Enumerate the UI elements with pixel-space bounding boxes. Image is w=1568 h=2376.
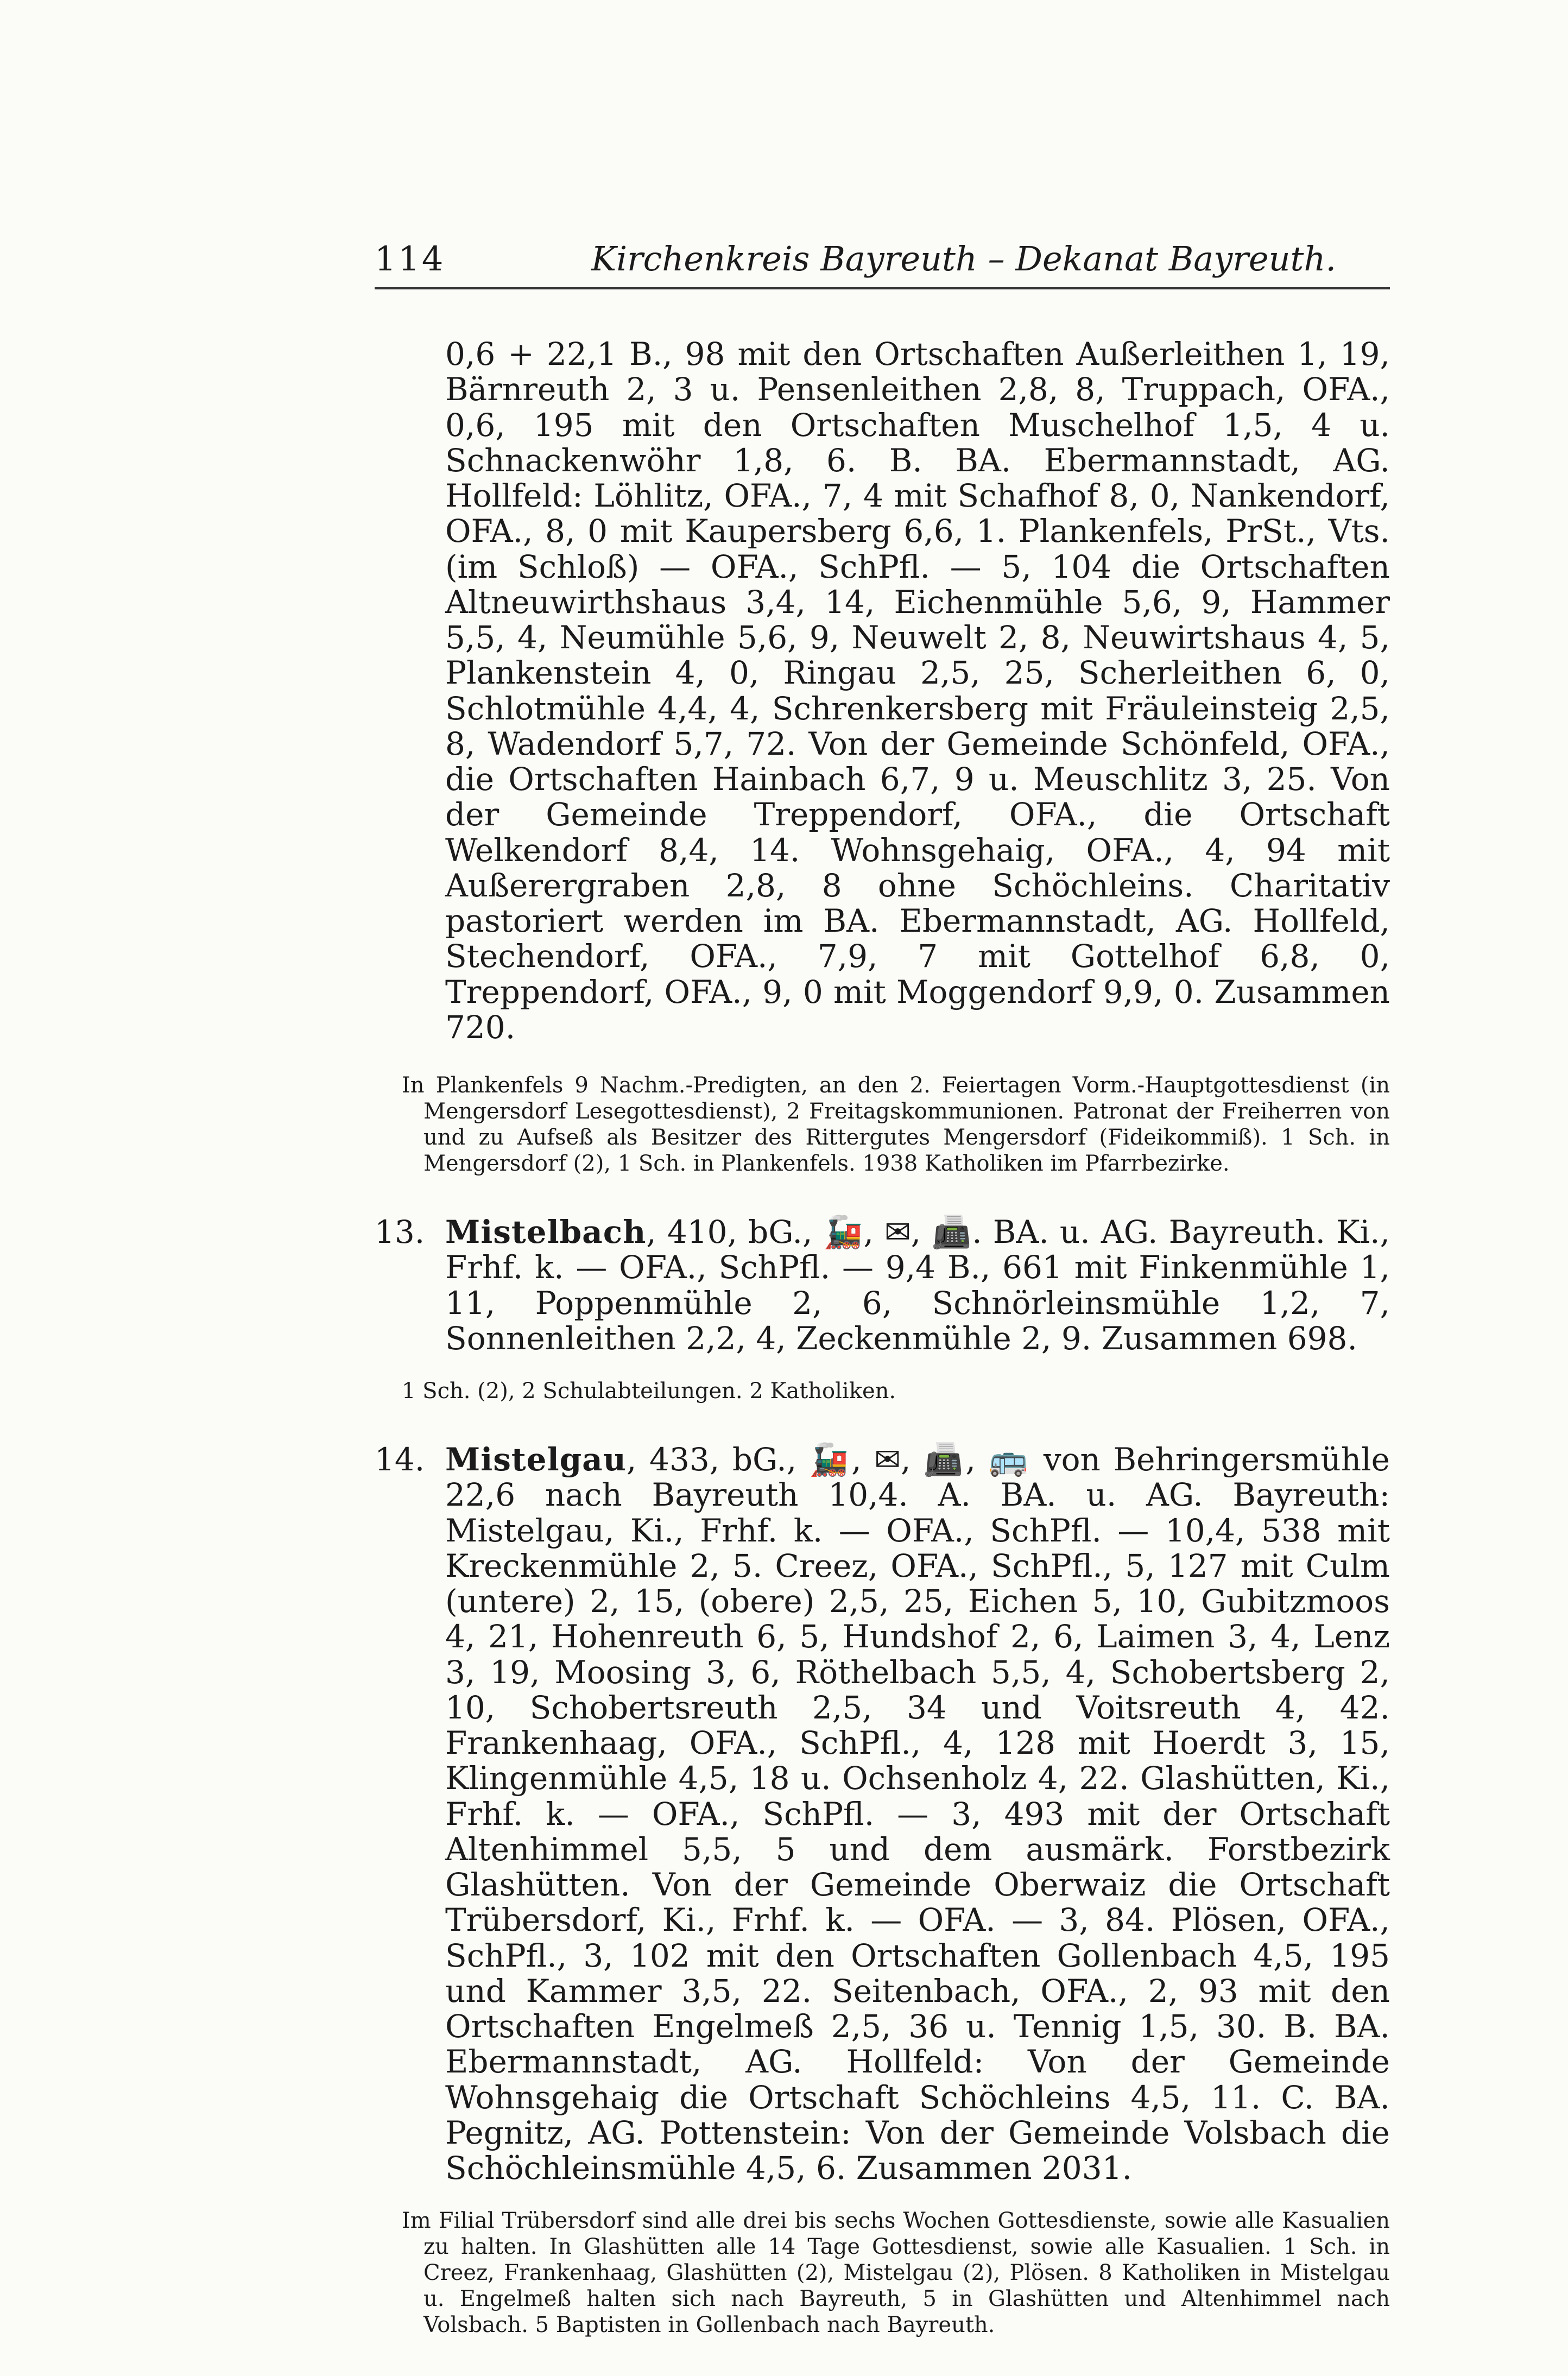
- entry-12-note: In Plankenfels 9 Nachm.-Predigten, an den 2. Feiertagen Vorm.-Hauptgottesdienst (in Mengersdorf Lesegottesdienst), 2 Freitagskommunionen. Patronat der Freiherren von und zu Aufseß als Besitzer des Rittergutes Mengersdorf (Fideikommiß). 1 Sch. in Mengersdorf (2), 1 Sch. in Plankenfels. 1938 Katholiken im Pfarrbezirke.: [402, 1073, 1390, 1176]
- page-number: 114: [375, 239, 446, 279]
- entry-number: 14.: [375, 1441, 425, 1478]
- entry-14-note: Im Filial Trübersdorf sind alle drei bis sechs Wochen Gottesdienste, sowie alle Kasualien zu halten. In Glashütten alle 14 Tage Gottesdienst, sowie alle Kasualien. 1 Sch. in Creez, Frankenhaag, Glashütten (2), Mistelgau (2), Plösen. 8 Katholiken in Mistelgau u. Engelmeß halten sich nach Bayreuth, 5 in Glashütten und Altenhimmel nach Volsbach. 5 Baptisten in Gollenbach nach Bayreuth.: [402, 2208, 1390, 2338]
- entry-13-mistelbach: [375, 1215, 1390, 1356]
- entry-12-continuation: [375, 337, 1390, 1045]
- entry-text: 0,6 + 22,1 B., 98 mit den Ortschaften Außerleithen 1, 19, Bärnreuth 2, 3 u. Pensenleithen 2,8, 8, Truppach, OFA., 0,6, 195 mit den Ortschaften Muschelhof 1,5, 4 u. Schnackenwöhr 1,8, 6. B. BA. Ebermannstadt, AG. Hollfeld: Löhlitz, OFA., 7, 4 mit Schafhof 8, 0, Nankendorf, OFA., 8, 0 mit Kaupersberg 6,6, 1. Plankenfels, PrSt., Vts. (im Schloß) — OFA., SchPfl. — 5, 104 die Ortschaften Altneuwirthshaus 3,4, 14, Eichenmühle 5,6, 9, Hammer 5,5, 4, Neumühle 5,6, 9, Neuwelt 2, 8, Neuwirtshaus 4, 5, Plankenstein 4, 0, Ringau 2,5, 25, Scherleithen 6, 0, Schlotmühle 4,4, 4, Schrenkersberg mit Fräuleinsteig 2,5, 8, Wadendorf 5,7, 72. Von der Gemeinde Schönfeld, OFA., die Ortschaften Hainbach 6,7, 9 u. Meuschlitz 3, 25. Von der Gemeinde Treppendorf, OFA., die Ortschaft Welkendorf 8,4, 14. Wohnsgehaig, OFA., 4, 94 mit Außerergraben 2,8, 8 ohne Schöchleins. Charitativ pastoriert werden im BA. Ebermannstadt, AG. Hollfeld, Stechendorf, OFA., 7,9, 7 mit Gottelhof 6,8, 0, Treppendorf, OFA., 9, 0 mit Moggendorf 9,9, 0. Zusammen 720.: [445, 336, 1390, 1046]
- entry-14-mistelgau: [375, 1442, 1390, 2186]
- entry-text: , 410, bG., 🚂, ✉, 📠. BA. u. AG. Bayreuth. Ki., Frhf. k. — OFA., SchPfl. — 9,4 B., 661 mit Finkenmühle 1, 11, Poppenmühle 2, 6, Schnörleinsmühle 1,2, 7, Sonnenleithen 2,2, 4, Zeckenmühle 2, 9. Zusammen 698.: [445, 1214, 1390, 1357]
- entry-13-note: 1 Sch. (2), 2 Schulabteilungen. 2 Katholiken.: [402, 1379, 896, 1404]
- running-title: Kirchenkreis Bayreuth – Dekanat Bayreuth.: [591, 239, 1337, 279]
- entry-text: , 433, bG., 🚂, ✉, 📠, 🚌 von Behringersmühle 22,6 nach Bayreuth 10,4. A. BA. u. AG. Bayreuth: Mistelgau, Ki., Frhf. k. — OFA., SchPfl. — 10,4, 538 mit Kreckenmühle 2, 5. Creez, OFA., SchPfl., 5, 127 mit Culm (untere) 2, 15, (obere) 2,5, 25, Eichen 5, 10, Gubitzmoos 4, 21, Hohenreuth 6, 5, Hundshof 2, 6, Laimen 3, 4, Lenz 3, 19, Moosing 3, 6, Röthelbach 5,5, 4, Schobertsberg 2, 10, Schobertsreuth 2,5, 34 und Voitsreuth 4, 42. Frankenhaag, OFA., SchPfl., 4, 128 mit Hoerdt 3, 15, Klingenmühle 4,5, 18 u. Ochsenholz 4, 22. Glashütten, Ki., Frhf. k. — OFA., SchPfl. — 3, 493 mit der Ortschaft Altenhimmel 5,5, 5 und dem ausmärk. Forstbezirk Glashütten. Von der Gemeinde Oberwaiz die Ortschaft Trübersdorf, Ki., Frhf. k. — OFA. — 3, 84. Plösen, OFA., SchPfl., 3, 102 mit den Ortschaften Gollenbach 4,5, 195 und Kammer 3,5, 22. Seitenbach, OFA., 2, 93 mit den Ortschaften Engelmeß 2,5, 36 u. Tennig 1,5, 30. B. BA. Ebermannstadt, AG. Hollfeld: Von der Gemeinde Wohnsgehaig die Ortschaft Schöchleins 4,5, 11. C. BA. Pegnitz, AG. Pottenstein: Von der Gemeinde Volsbach die Schöchleinsmühle 4,5, 6. Zusammen 2031.: [445, 1441, 1390, 2187]
- entry-number: 13.: [375, 1214, 425, 1250]
- place-name: Mistelgau: [445, 1441, 627, 1478]
- page-body: [375, 337, 1390, 2376]
- place-name: Mistelbach: [445, 1214, 647, 1250]
- page-header: [375, 239, 1390, 289]
